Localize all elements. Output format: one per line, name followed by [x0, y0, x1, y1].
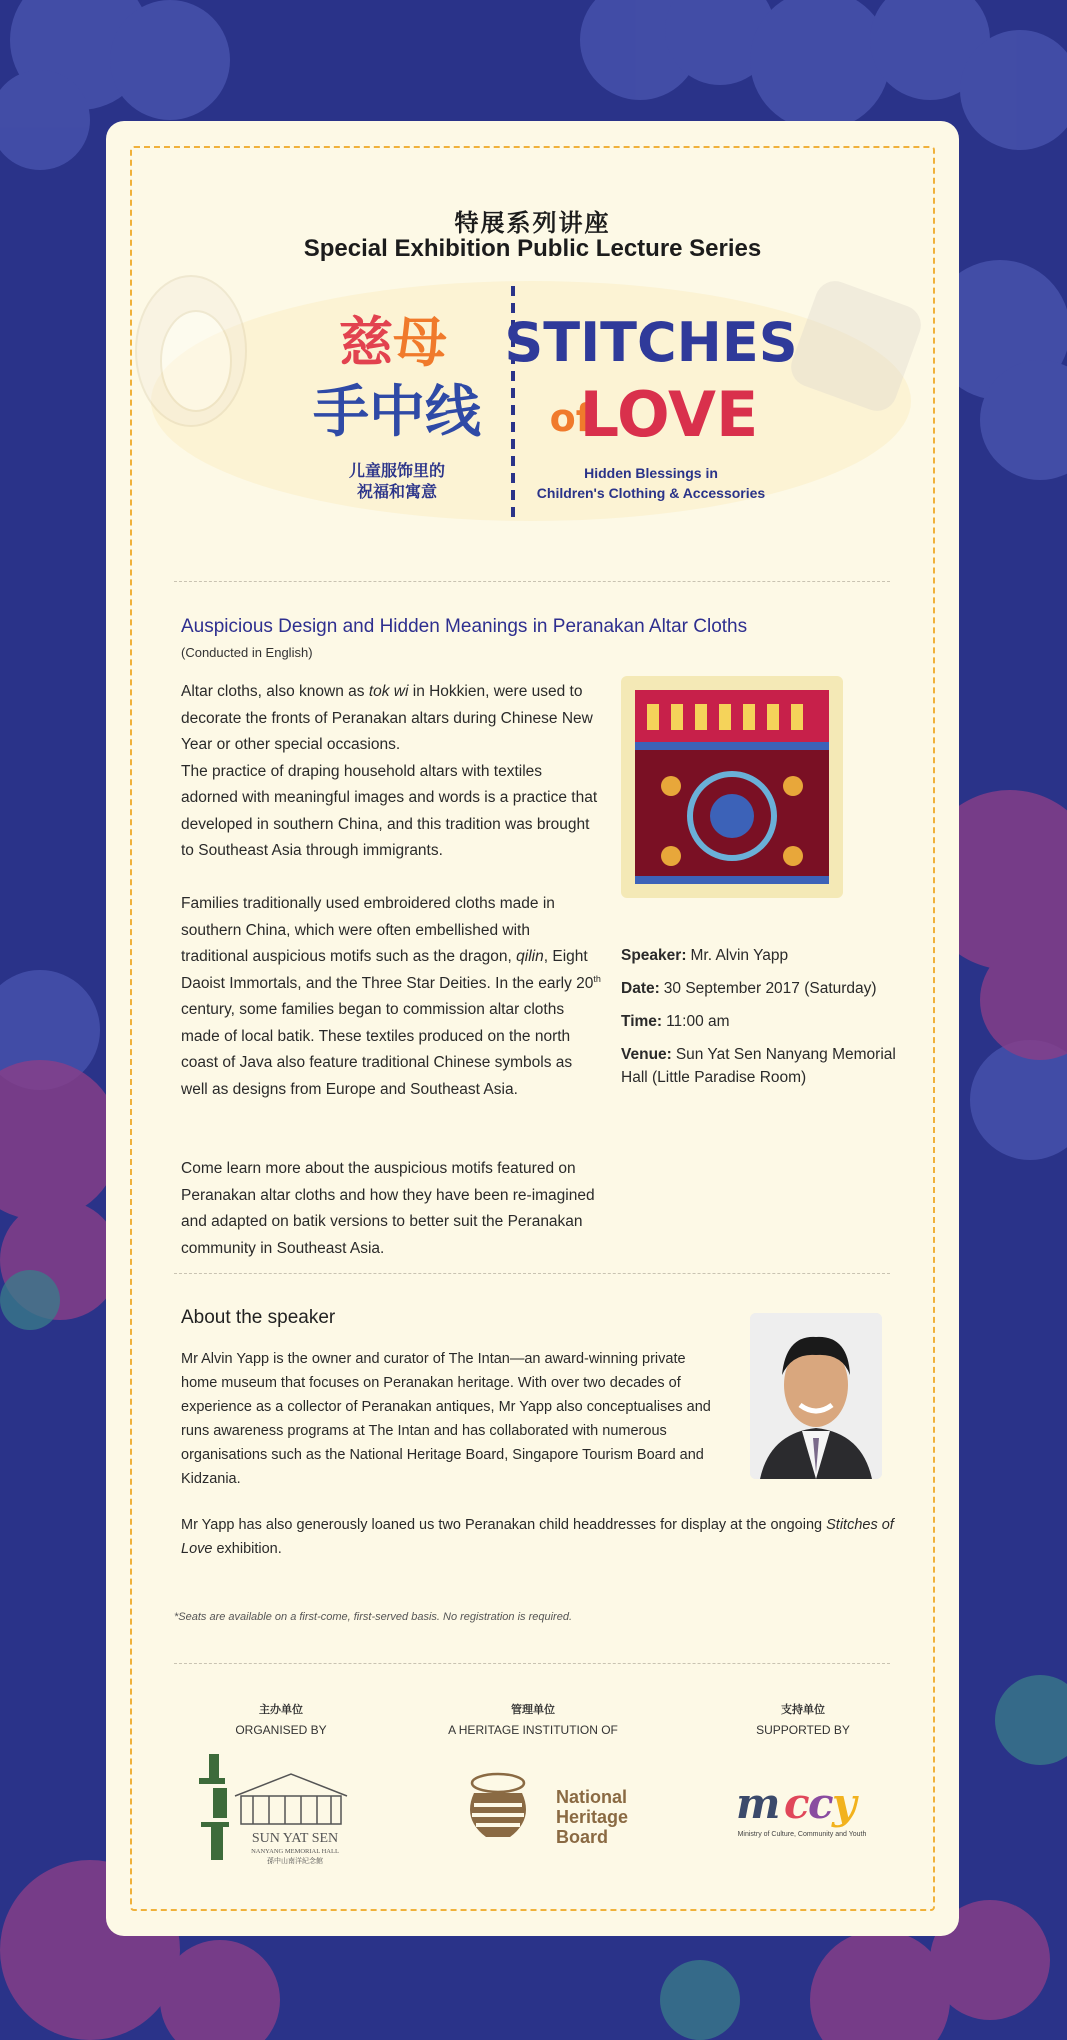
header-zh: 特展系列讲座 — [454, 210, 611, 237]
heritage-institution-of — [433, 1701, 633, 1737]
header-en: Special Exhibition Public Lecture Series — [303, 235, 762, 262]
svg-text:Heritage: Heritage — [556, 1807, 629, 1827]
zh-title-mu: 母 — [393, 311, 447, 374]
svg-text:NANYANG MEMORIAL HALL: NANYANG MEMORIAL HALL — [251, 1848, 339, 1855]
svg-text:Board: Board — [556, 1827, 609, 1847]
organised-by-en: ORGANISED BY — [235, 1723, 327, 1737]
svg-text:SUN YAT SEN: SUN YAT SEN — [251, 1831, 339, 1846]
section-divider-2 — [174, 1273, 890, 1274]
en-title-of: of — [549, 396, 593, 440]
svg-text:National: National — [556, 1787, 628, 1807]
svg-text:m: m — [736, 1779, 781, 1828]
zh-subtitle-2: 祝福和寓意 — [356, 482, 438, 501]
mccy-logo — [726, 1776, 886, 1846]
date-row: Date: 30 September 2017 (Saturday) — [621, 980, 877, 997]
zh-subtitle-1: 儿童服饰里的 — [348, 461, 446, 480]
organised-by-zh: 主办单位 — [259, 1704, 303, 1716]
about-speaker-title: About the speaker — [181, 1307, 336, 1328]
en-subtitle-1: Hidden Blessings in — [584, 465, 718, 481]
supported-by — [703, 1701, 903, 1737]
seating-footnote: *Seats are available on a first-come, first-served basis. No registration is required. — [174, 1611, 573, 1623]
lecture-paragraph-2: Families traditionally used embroidered cloths made in southern China, which were often embellished with traditional auspicious motifs such as the dragon, qilin, Eight Daoist Immortals, and the Three Star Deities. In the early 20th century, some families began to commission altar cloths made of local batik. These textiles produced on the north coast of Java also feature traditional Chinese symbols as well as designs from Europe and Southeast Asia. — [181, 895, 601, 1098]
about-speaker-loan: Mr Yapp has also generously loaned us two Peranakan child headdresses for display at the ongoing Stitches of Love exhibition. — [181, 1517, 894, 1557]
speaker-row: Speaker: Mr. Alvin Yapp — [621, 947, 789, 964]
section-divider-1 — [174, 581, 890, 582]
memorial-hall-drawing — [235, 1774, 347, 1824]
speaker-portrait — [750, 1313, 882, 1479]
lecture-details — [621, 944, 921, 1099]
altar-cloth-image — [621, 676, 843, 898]
about-speaker-bio: Mr Alvin Yapp is the owner and curator of The Intan—an award-winning private home museum that focuses on Peranakan heritage. With over two decades of experience as a collector of Peranakan antiques, Mr Yapp also conceptualises and runs awareness programs at The Intan and has collaborated with numerous organisations such as the National Heritage Board, Singapore Tourism Board and Kidzania. — [181, 1351, 711, 1487]
en-subtitle-2: Children's Clothing & Accessories — [536, 485, 766, 501]
svg-text:孫中山南洋紀念館: 孫中山南洋紀念館 — [267, 1857, 323, 1865]
venue-row: Venue: Sun Yat Sen Nanyang Memorial Hall (Little Paradise Room) — [621, 1046, 896, 1086]
svg-text:c: c — [808, 1779, 834, 1828]
svg-text:c: c — [784, 1779, 810, 1828]
organised-by — [181, 1701, 381, 1737]
en-title-stitches: STITCHES — [504, 311, 798, 374]
national-heritage-board-logo — [456, 1771, 636, 1851]
heritage-en: A HERITAGE INSTITUTION OF — [448, 1723, 618, 1737]
baby-shoe-left — [136, 276, 246, 426]
speaker-photo — [750, 1313, 882, 1479]
supported-by-en: SUPPORTED BY — [756, 1723, 850, 1737]
heritage-jar-icon — [470, 1774, 526, 1837]
altar-cloth-photo — [621, 676, 843, 898]
lecture-title: Auspicious Design and Hidden Meanings in Peranakan Altar Cloths — [181, 616, 748, 637]
lecture-paragraph-1: Altar cloths, also known as tok wi in Hokkien, were used to decorate the fronts of Peranakan altars during Chinese New Year or other special occasions. The practice of draping household altars with textiles adorned with meaningful images and words is a practice that developed in southern China, and this tradition was brought to Southeast Asia through immigrants. — [181, 683, 598, 859]
svg-text:y: y — [832, 1779, 857, 1828]
zh-title-ci: 慈 — [339, 311, 393, 374]
sun-yat-sen-logo — [191, 1746, 361, 1866]
exhibition-banner — [131, 271, 934, 541]
svg-text:Ministry of Culture, Community: Ministry of Culture, Community and Youth — [737, 1831, 867, 1838]
lecture-paragraph-3: Come learn more about the auspicious motifs featured on Peranakan altar cloths and how they have been re-imagined and adapted on batik versions to better suit the Peranakan community in Southeast Asia. — [181, 1160, 595, 1257]
section-divider-3 — [174, 1663, 890, 1664]
heritage-zh: 管理单位 — [511, 1704, 555, 1716]
en-title-love: LOVE — [579, 378, 759, 451]
poster-card — [106, 121, 959, 1936]
zh-title-line2: 手中线 — [313, 380, 481, 445]
time-row: Time: 11:00 am — [621, 1013, 730, 1030]
lecture-language-note: (Conducted in English) — [181, 645, 313, 660]
supported-by-zh: 支持单位 — [781, 1704, 825, 1716]
wan-qing-yuan-calligraphy — [199, 1754, 229, 1860]
